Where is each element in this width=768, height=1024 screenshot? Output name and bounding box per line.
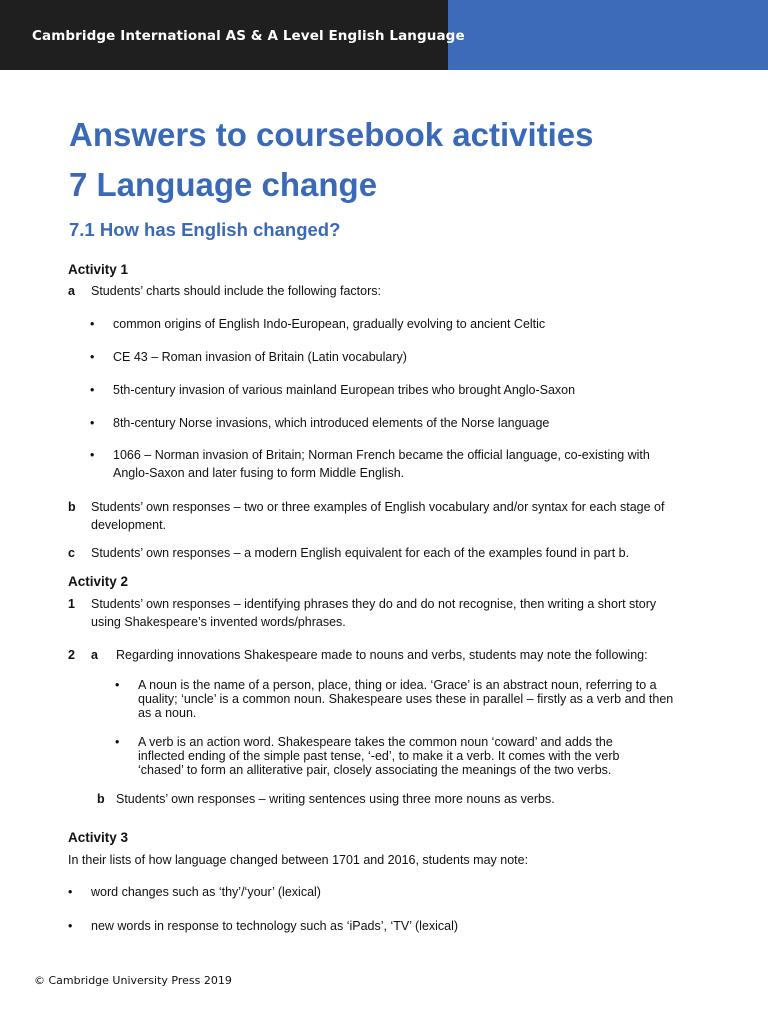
footer-copyright: © Cambridge University Press 2019	[34, 974, 232, 987]
header-blue-band	[448, 0, 768, 70]
activity-2-item-2-label: 2	[68, 648, 75, 662]
activity-3-heading: Activity 3	[68, 830, 129, 845]
bullet-icon: •	[90, 383, 95, 397]
bullet-icon: •	[90, 317, 95, 331]
activity-2-item-1-label: 1	[68, 597, 75, 611]
activity-1-a-label: a	[68, 284, 75, 298]
activity-1-b-label: b	[68, 500, 76, 514]
activity-1-c-text: Students’ own responses – a modern English equivalent for each of the examples found in part b.	[91, 546, 630, 560]
header-title: Cambridge International AS & A Level English Language	[32, 28, 465, 44]
chapter-title: 7 Language change	[69, 166, 378, 203]
section-title: 7.1 How has English changed?	[69, 219, 341, 240]
bullet-icon: •	[68, 919, 73, 933]
bullet-icon: •	[68, 885, 73, 899]
activity-1-b-text: Students’ own responses – two or three examples of English vocabulary and/or syntax for each stage of development.	[91, 500, 665, 532]
bullet-icon: •	[90, 416, 95, 430]
bullet-icon: •	[115, 735, 120, 749]
activity-2-item-1-text: Students’ own responses – identifying phrases they do and do not recognise, then writing a short story using Shakespeare’s invented words/phrases.	[91, 597, 657, 629]
activity-1-a-text: Students’ charts should include the following factors:	[91, 284, 381, 298]
bullet-icon: •	[115, 678, 120, 692]
activity-1-bullet: 1066 – Norman invasion of Britain; Norman French became the official language, co-existing with Anglo-Saxon and later fusing to form Middle English.	[113, 448, 650, 480]
activity-3-bullet: new words in response to technology such as ‘iPads’, ‘TV’ (lexical)	[91, 919, 459, 933]
document-title: Answers to coursebook activities	[69, 116, 594, 153]
activity-2-heading: Activity 2	[68, 574, 129, 589]
activity-1-bullet: CE 43 – Roman invasion of Britain (Latin vocabulary)	[113, 350, 407, 364]
activity-2-bullet: A noun is the name of a person, place, thing or idea. ‘Grace’ is an abstract noun, referring to a quality; ‘uncle’ is a common noun. Shakespeare uses these in parallel – firstly as a verb and then as a noun.	[138, 678, 674, 720]
bullet-icon: •	[90, 448, 95, 462]
activity-3-intro: In their lists of how language changed between 1701 and 2016, students may note:	[68, 853, 529, 867]
activity-2-b-label: b	[97, 792, 105, 806]
activity-1-c-label: c	[68, 546, 75, 560]
activity-2-a-text: Regarding innovations Shakespeare made to nouns and verbs, students may note the following:	[116, 648, 648, 662]
activity-1-bullet: 5th-century invasion of various mainland European tribes who brought Anglo-Saxon	[113, 383, 576, 397]
activity-1-bullet: 8th-century Norse invasions, which introduced elements of the Norse language	[113, 416, 550, 430]
activity-3-bullet: word changes such as ‘thy’/‘your’ (lexical)	[91, 885, 321, 899]
activity-2-bullet: A verb is an action word. Shakespeare takes the common noun ‘coward’ and adds the inflected ending of the simple past tense, ‘-ed’, to make it a verb. It comes with the verb ‘chased’ to form an alliterative pair, closely associating the meanings of the two verbs.	[138, 735, 620, 777]
activity-2-b-text: Students’ own responses – writing sentences using three more nouns as verbs.	[116, 792, 555, 806]
activity-2-a-label: a	[91, 648, 98, 662]
page-header	[0, 0, 768, 70]
bullet-icon: •	[90, 350, 95, 364]
activity-1-heading: Activity 1	[68, 262, 129, 277]
activity-1-bullet: common origins of English Indo-European, gradually evolving to ancient Celtic	[113, 317, 546, 331]
